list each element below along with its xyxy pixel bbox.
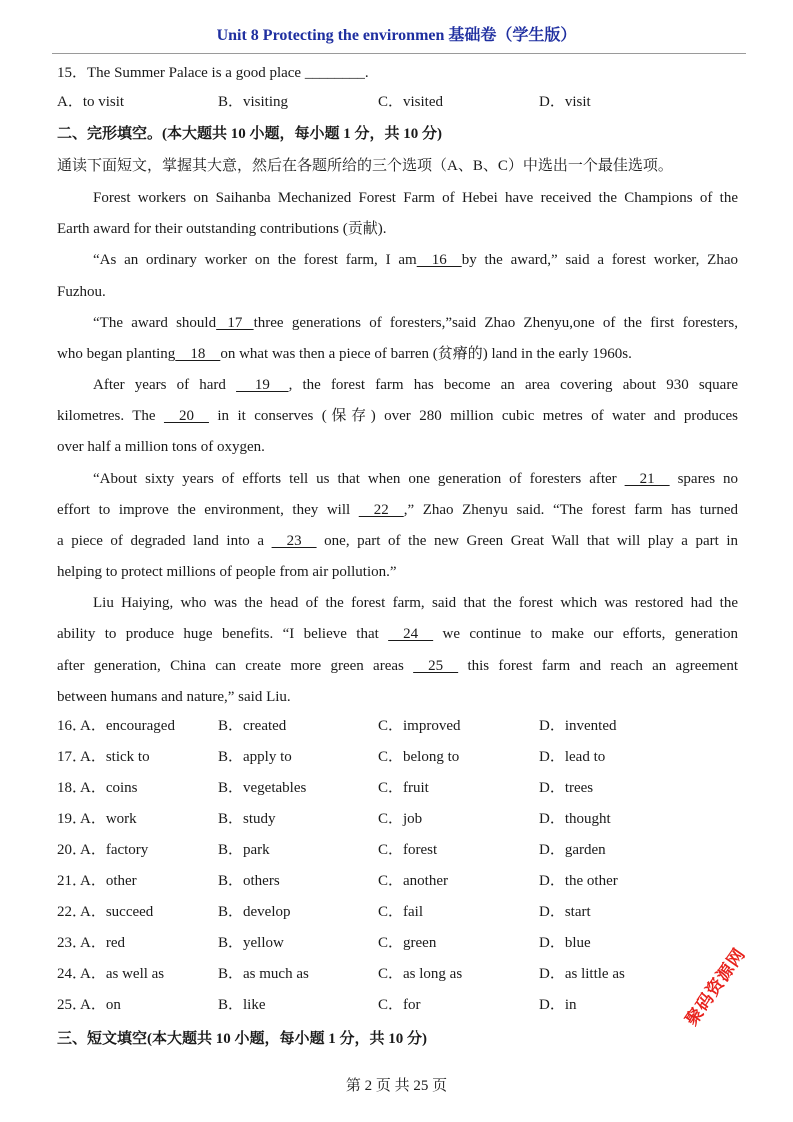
question-number: 22． — [57, 904, 88, 920]
option-d: D．blue — [539, 935, 591, 951]
option-b: B．vegetables — [218, 780, 307, 796]
blank-20: 20 — [163, 408, 209, 424]
passage-text: a piece of degraded land into a — [57, 533, 264, 549]
passage-line: helping to protect millions of people from air pollution.” — [57, 564, 397, 580]
option-c: C．job — [378, 811, 423, 827]
page-number: 第 2 页 共 25 页 — [345, 1078, 448, 1094]
option-a: A．work — [80, 811, 137, 827]
passage-line: over half a million tons of oxygen. — [57, 439, 265, 455]
option-d: D．invented — [539, 718, 617, 734]
passage-text: after generation, China can create more green areas — [57, 658, 404, 674]
option-b: B．yellow — [218, 935, 284, 951]
option-d: D．garden — [539, 842, 606, 858]
option-c: C．fruit — [378, 780, 429, 796]
option-b: B．like — [218, 997, 266, 1013]
blank-18: 18 — [175, 346, 221, 362]
option-b: B．park — [218, 842, 270, 858]
blank-25: 25 — [413, 658, 459, 674]
passage-text: “The award should — [93, 315, 217, 331]
option-d: D．as little as — [539, 966, 625, 982]
watermark: 聚码资源网 — [681, 944, 750, 1030]
q15-option-c: C．visited — [378, 94, 444, 110]
passage-text: one, part of the new Green Great Wall that will play a part in — [324, 533, 739, 549]
option-c: C．belong to — [378, 749, 460, 765]
blank-23: 23 — [271, 533, 317, 549]
option-a: A．stick to — [80, 749, 150, 765]
option-c: C．as long as — [378, 966, 463, 982]
passage-text: we continue to make our efforts, generation — [442, 626, 738, 642]
blank-24: 24 — [388, 626, 434, 642]
option-c: C．another — [378, 873, 448, 889]
option-d: D．trees — [539, 780, 594, 796]
option-a: A．on — [80, 997, 121, 1013]
passage-line: between humans and nature,” said Liu. — [57, 689, 291, 705]
option-c: C．fail — [378, 904, 423, 920]
option-b: B．as much as — [218, 966, 309, 982]
passage-line: Earth award for their outstanding contributions (贡献). — [57, 221, 387, 237]
question-number: 19． — [57, 811, 88, 827]
question-number: 18． — [57, 780, 88, 796]
passage-text: on what was then a piece of barren (贫瘠的) land in the early 1960s. — [220, 346, 632, 362]
question-15-stem: 15．The Summer Palace is a good place ________. — [57, 65, 369, 81]
passage-text: , the forest farm has become an area covering about 930 square — [288, 377, 738, 393]
passage-text: “About sixty years of efforts tell us that when one generation of foresters after — [93, 471, 617, 487]
passage-line — [93, 314, 738, 332]
blank-22: 22 — [358, 502, 404, 518]
passage-line — [93, 470, 738, 488]
option-a: A．encouraged — [80, 718, 175, 734]
passage-line: Forest workers on Saihanba Mechanized Forest Farm of Hebei have received the Champions of the — [93, 190, 738, 206]
passage-text: ability to produce huge benefits. “I believe that — [57, 626, 379, 642]
question-number: 20． — [57, 842, 88, 858]
question-number: 17． — [57, 749, 88, 765]
option-d: D．thought — [539, 811, 611, 827]
option-a: A．factory — [80, 842, 149, 858]
passage-line — [93, 376, 738, 394]
option-b: B．study — [218, 811, 276, 827]
option-b: B．others — [218, 873, 280, 889]
q15-option-d: D．visit — [539, 94, 591, 110]
option-c: C．for — [378, 997, 421, 1013]
passage-text: ,” Zhao Zhenyu said. “The forest farm has turned — [403, 502, 738, 518]
blank-21: 21 — [624, 471, 670, 487]
passage-line — [57, 532, 738, 550]
option-b: B．apply to — [218, 749, 292, 765]
passage-text: who began planting — [57, 346, 176, 362]
passage-line — [57, 657, 738, 675]
option-a: A．succeed — [80, 904, 154, 920]
option-c: C．forest — [378, 842, 438, 858]
passage-text: effort to improve the environment, they will — [57, 502, 351, 518]
option-b: B．created — [218, 718, 287, 734]
question-number: 25． — [57, 997, 88, 1013]
blank-17: 17 — [216, 315, 254, 331]
option-c: C．improved — [378, 718, 461, 734]
section-2-instruction: 通读下面短文，掌握其大意，然后在各题所给的三个选项（A、B、C）中选出一个最佳选项。 — [57, 158, 673, 174]
option-a: A．coins — [80, 780, 138, 796]
section-2-title: 二、完形填空。(本大题共 10 小题，每小题 1 分，共 10 分) — [57, 126, 442, 142]
q15-option-b: B．visiting — [218, 94, 289, 110]
option-d: D．lead to — [539, 749, 606, 765]
passage-text: in it conserves (保存) over 280 million cubic metres of water and produces — [217, 408, 739, 424]
option-a: A．as well as — [80, 966, 165, 982]
option-b: B．develop — [218, 904, 291, 920]
passage-line: Liu Haiying, who was the head of the forest farm, said that the forest which was restored had the — [93, 595, 738, 611]
blank-16: 16 — [416, 252, 462, 268]
question-number: 21． — [57, 873, 88, 889]
option-d: D．the other — [539, 873, 618, 889]
question-number: 24． — [57, 966, 88, 982]
question-number: 16． — [57, 718, 88, 734]
passage-text: kilometres. The — [57, 408, 156, 424]
document-header: Unit 8 Protecting the environmen 基础卷（学生版） — [216, 27, 577, 44]
passage-text: by the award,” said a forest worker, Zhao — [461, 252, 738, 268]
option-d: D．in — [539, 997, 577, 1013]
passage-line — [57, 501, 738, 519]
passage-text: this forest farm and reach an agreement — [467, 658, 739, 674]
passage-line — [57, 345, 632, 363]
passage-text: three generations of foresters,”said Zhao Zhenyu,one of the first foresters, — [253, 315, 738, 331]
passage-line — [93, 251, 738, 269]
question-number: 23． — [57, 935, 88, 951]
passage-text: “As an ordinary worker on the forest farm, I am — [93, 252, 417, 268]
header-divider — [52, 53, 746, 54]
option-a: A．red — [80, 935, 125, 951]
passage-line: Fuzhou. — [57, 284, 106, 300]
option-c: C．green — [378, 935, 437, 951]
q15-option-a: A．to visit — [57, 94, 125, 110]
blank-19: 19 — [236, 377, 289, 393]
option-d: D．start — [539, 904, 591, 920]
passage-text: spares no — [677, 471, 739, 487]
passage-text: After years of hard — [93, 377, 226, 393]
passage-line — [57, 407, 738, 425]
option-a: A．other — [80, 873, 137, 889]
section-3-title: 三、短文填空(本大题共 10 小题，每小题 1 分，共 10 分) — [57, 1031, 427, 1047]
passage-line — [57, 625, 738, 643]
